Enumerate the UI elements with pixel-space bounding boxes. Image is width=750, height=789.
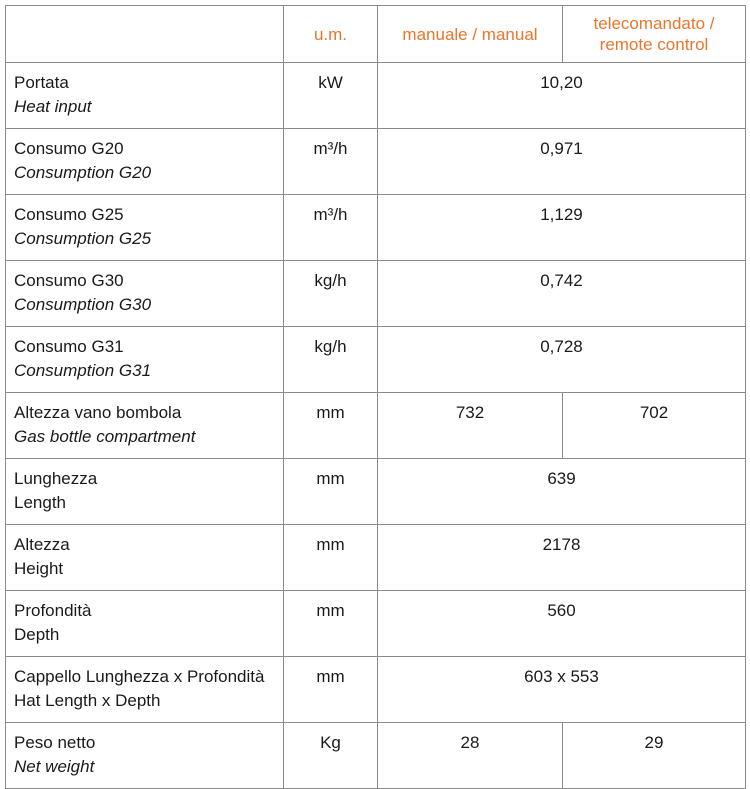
label-italian: Consumo G31 xyxy=(14,337,124,356)
header-blank-cell xyxy=(6,6,284,63)
table-row xyxy=(6,261,746,327)
table-body xyxy=(6,63,746,789)
unit-cell: Kg xyxy=(284,723,378,789)
label-english: Consumption G20 xyxy=(14,163,152,182)
value-cell: 0,742 xyxy=(378,261,746,327)
label-english: Consumption G30 xyxy=(14,295,152,314)
row-label-cell xyxy=(6,129,284,195)
unit-cell: mm xyxy=(284,459,378,525)
unit-cell: kg/h xyxy=(284,327,378,393)
spec-table-container xyxy=(5,5,746,789)
value-cell: 0,971 xyxy=(378,129,746,195)
label-italian: Altezza xyxy=(14,535,70,554)
unit-cell: mm xyxy=(284,657,378,723)
unit-cell: kg/h xyxy=(284,261,378,327)
label-english: Gas bottle compartment xyxy=(14,427,196,446)
unit-cell: mm xyxy=(284,525,378,591)
row-label-cell xyxy=(6,723,284,789)
label-italian: Lunghezza xyxy=(14,469,98,488)
header-remote-control xyxy=(563,6,746,63)
label-italian: Altezza vano bombola xyxy=(14,403,182,422)
label-english: Consumption G25 xyxy=(14,229,152,248)
manual-value-cell: 28 xyxy=(378,723,563,789)
label-english: Hat Length x Depth xyxy=(14,691,161,710)
label-italian: Consumo G20 xyxy=(14,139,124,158)
unit-cell: m³/h xyxy=(284,129,378,195)
row-label-cell xyxy=(6,327,284,393)
header-remote-line-1: telecomandato / xyxy=(593,14,715,33)
value-cell: 1,129 xyxy=(378,195,746,261)
label-english: Net weight xyxy=(14,757,95,776)
unit-cell: mm xyxy=(284,393,378,459)
technical-specs-table xyxy=(5,5,746,789)
unit-cell: mm xyxy=(284,591,378,657)
remote-value-cell: 702 xyxy=(563,393,746,459)
label-italian: Cappello Lunghezza x Profondità xyxy=(14,667,265,686)
table-row xyxy=(6,327,746,393)
label-italian: Portata xyxy=(14,73,69,92)
label-english: Height xyxy=(14,559,64,578)
row-label-cell xyxy=(6,525,284,591)
table-row xyxy=(6,129,746,195)
table-row xyxy=(6,723,746,789)
unit-cell: m³/h xyxy=(284,195,378,261)
label-english: Consumption G31 xyxy=(14,361,152,380)
manual-value-cell: 732 xyxy=(378,393,563,459)
value-cell: 560 xyxy=(378,591,746,657)
row-label-cell xyxy=(6,195,284,261)
row-label-cell xyxy=(6,459,284,525)
row-label-cell xyxy=(6,261,284,327)
label-italian: Consumo G30 xyxy=(14,271,124,290)
row-label-cell xyxy=(6,393,284,459)
table-row xyxy=(6,63,746,129)
label-english: Length xyxy=(14,493,66,512)
label-english: Heat input xyxy=(14,97,92,116)
row-label-cell xyxy=(6,63,284,129)
remote-value-cell: 29 xyxy=(563,723,746,789)
header-manual: manuale / manual xyxy=(378,6,563,63)
value-cell: 2178 xyxy=(378,525,746,591)
table-row xyxy=(6,393,746,459)
label-italian: Peso netto xyxy=(14,733,96,752)
row-label-cell xyxy=(6,657,284,723)
value-cell: 639 xyxy=(378,459,746,525)
value-cell: 0,728 xyxy=(378,327,746,393)
table-row xyxy=(6,459,746,525)
header-unit: u.m. xyxy=(284,6,378,63)
unit-cell: kW xyxy=(284,63,378,129)
header-remote-line-2: remote control xyxy=(599,35,709,54)
value-cell: 603 x 553 xyxy=(378,657,746,723)
table-row xyxy=(6,525,746,591)
table-row xyxy=(6,657,746,723)
row-label-cell xyxy=(6,591,284,657)
label-english: Depth xyxy=(14,625,60,644)
table-row xyxy=(6,195,746,261)
table-row xyxy=(6,591,746,657)
label-italian: Profondità xyxy=(14,601,92,620)
label-italian: Consumo G25 xyxy=(14,205,124,224)
table-header-row xyxy=(6,6,746,63)
value-cell: 10,20 xyxy=(378,63,746,129)
